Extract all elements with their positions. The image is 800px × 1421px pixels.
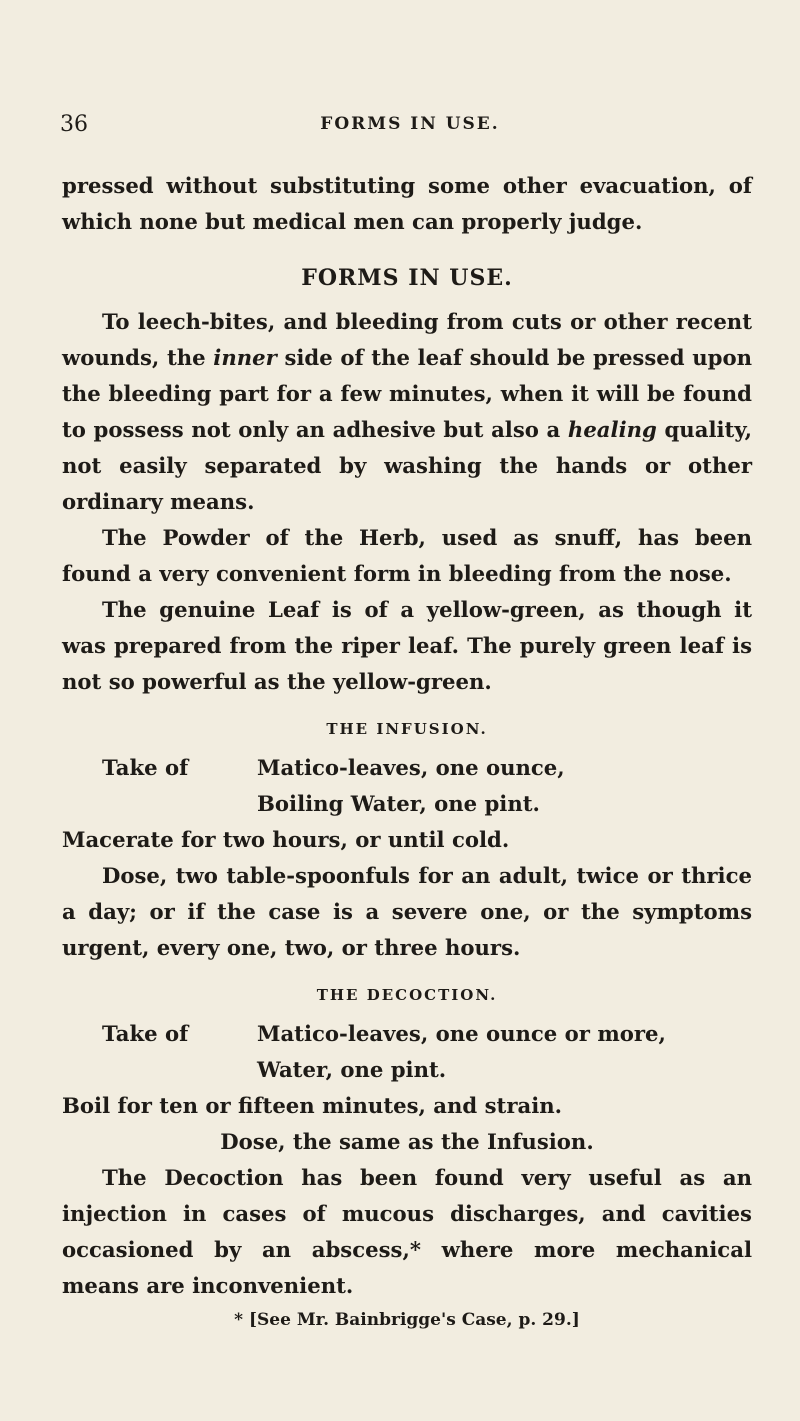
decoction-ingredient: Water, one pint. [257, 1057, 447, 1082]
infusion-ingredient: Matico-leaves, one ounce, [257, 755, 565, 780]
infusion-dose: Dose, two table-spoonfuls for an adult, twice or thrice a day; or if the case is a severe one, or the symptoms urgent, every one, two, or three hours. [62, 863, 752, 960]
italic-inner: inner [213, 345, 277, 370]
infusion-recipe [62, 750, 752, 822]
decoction-recipe [62, 1016, 752, 1088]
paragraph-continuation: pressed without substituting some other evacuation, of which none but medical men can properly judge. [62, 173, 752, 234]
paragraph-powder: The Powder of the Herb, used as snuff, has been found a very convenient form in bleeding from the nose. [62, 525, 752, 586]
page-header [60, 112, 760, 140]
paragraph-genuine-leaf: The genuine Leaf is of a yellow-green, as though it was prepared from the riper leaf. The purely green leaf is not so powerful as the yellow-green. [62, 597, 752, 694]
decoction-heading: THE DECOCTION. [316, 986, 498, 1004]
running-head: FORMS IN USE. [320, 114, 500, 134]
infusion-ingredient: Boiling Water, one pint. [257, 791, 540, 816]
page-body [62, 168, 752, 1334]
text-run: quality, not easily separated by washing the hands or other ordinary means. [62, 417, 752, 514]
boil-instruction: Boil for ten or fifteen minutes, and strain. [62, 1093, 563, 1118]
text-run: side of the leaf should be pressed upon the bleeding part for a few minutes, when it will be found to possess not only an adhesive but also a [62, 345, 752, 442]
macerate-instruction: Macerate for two hours, or until cold. [62, 827, 510, 852]
decoction-ingredient: Matico-leaves, one ounce or more, [257, 1021, 666, 1046]
footnote: * [See Mr. Bainbrigge's Case, p. 29.] [234, 1310, 580, 1330]
section-heading: FORMS IN USE. [301, 265, 513, 291]
take-of-label: Take of [102, 1021, 189, 1046]
paragraph-leech-bites [62, 304, 752, 520]
decoction-note: The Decoction has been found very useful as an injection in cases of mucous discharges, and cavities occasioned by an abscess,* where more mechanical means are inconvenient. [62, 1165, 752, 1298]
text-run: To leech-bites, and bleeding from cuts or other recent wounds, the [62, 309, 752, 370]
page-number: 36 [60, 112, 88, 137]
take-of-label: Take of [102, 755, 189, 780]
decoction-dose: Dose, the same as the Infusion. [220, 1129, 594, 1154]
italic-healing: healing [567, 417, 657, 442]
infusion-heading: THE INFUSION. [326, 720, 488, 738]
